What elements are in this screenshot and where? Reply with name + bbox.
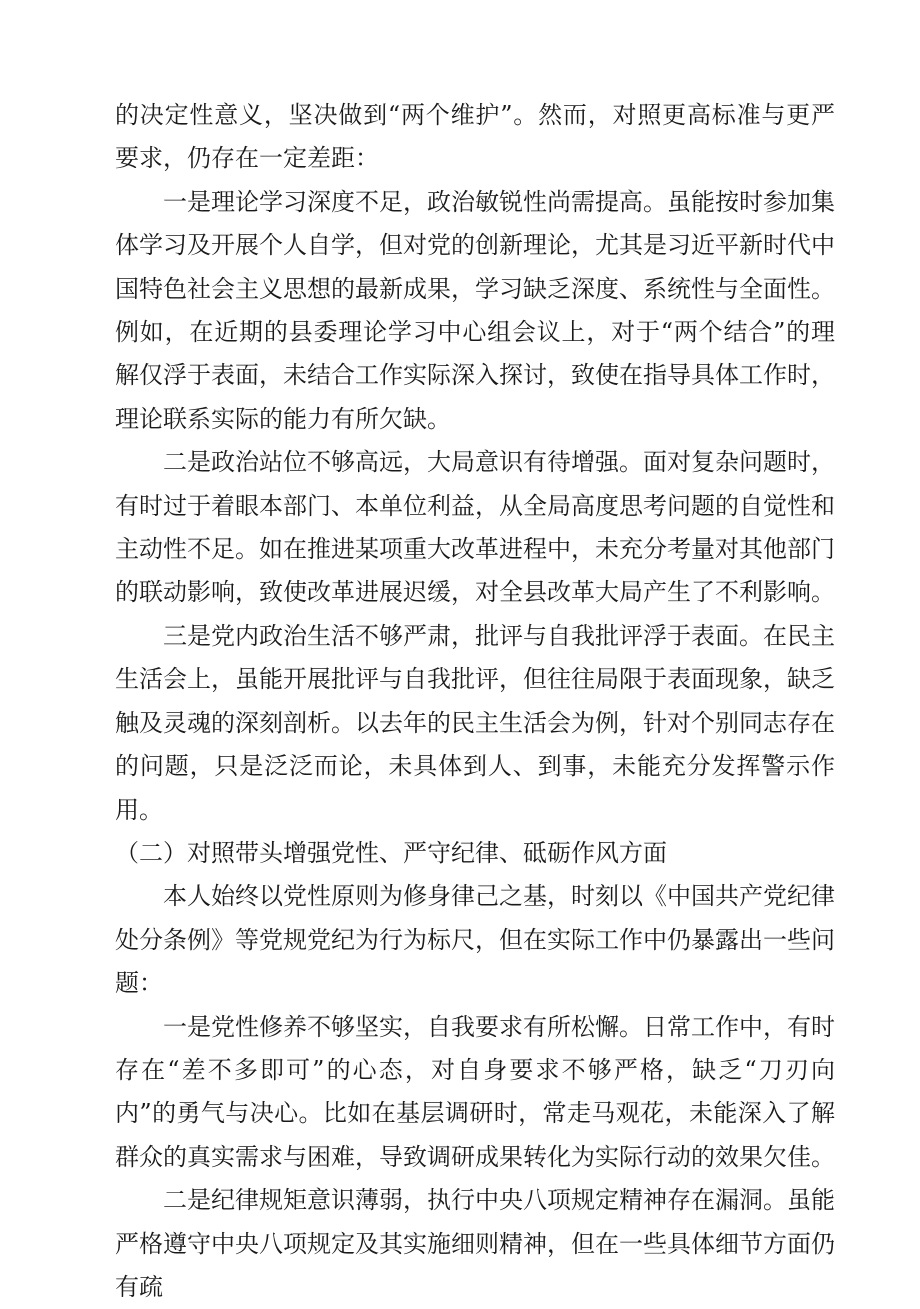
paragraph-continuation: 的决定性意义，坚决做到“两个维护”。然而，对照更高标准与更严要求，仍存在一定差距：: [115, 101, 835, 173]
paragraph-section-intro: 本人始终以党性原则为修身律己之基，时刻以《中国共产党纪律处分条例》等党规党纪为行为标尺，但在实际工作中仍暴露出一些问题：: [115, 882, 835, 998]
section-heading: （二）对照带头增强党性、严守纪律、砥砺作风方面: [115, 838, 667, 867]
paragraph-political-stance: 二是政治站位不够高远，大局意识有待增强。面对复杂问题时，有时过于着眼本部门、本单位利益，从全局高度思考问题的自觉性和主动性不足。如在推进某项重大改革进程中，未充分考量对其他部门的联动影响，致使改革进展迟缓，对全县改革大局产生了不利影响。: [115, 448, 835, 607]
paragraph-party-life: 三是党内政治生活不够严肃，批评与自我批评浮于表面。在民主生活会上，虽能开展批评与自我批评，但往往局限于表面现象，缺乏触及灵魂的深刻剖析。以去年的民主生活会为例，针对个别同志存在的问题，只是泛泛而论，未具体到人、到事，未能充分发挥警示作用。: [115, 621, 835, 824]
document-body: [115, 94, 835, 1309]
paragraph-party-spirit: 一是党性修养不够坚实，自我要求有所松懈。日常工作中，有时存在“差不多即可”的心态，对自身要求不够严格，缺乏“刀刃向内”的勇气与决心。比如在基层调研时，常走马观花，未能深入了解群众的真实需求与困难，导致调研成果转化为实际行动的效果欠佳。: [115, 1012, 835, 1171]
paragraph-discipline: 二是纪律规矩意识薄弱，执行中央八项规定精神存在漏洞。虽能严格遵守中央八项规定及其实施细则精神，但在一些具体细节方面仍有疏: [115, 1186, 835, 1301]
paragraph-theory-study: 一是理论学习深度不足，政治敏锐性尚需提高。虽能按时参加集体学习及开展个人自学，但对党的创新理论，尤其是习近平新时代中国特色社会主义思想的最新成果，学习缺乏深度、系统性与全面性。例如，在近期的县委理论学习中心组会议上，对于“两个结合”的理解仅浮于表面，未结合工作实际深入探讨，致使在指导具体工作时，理论联系实际的能力有所欠缺。: [115, 187, 835, 433]
